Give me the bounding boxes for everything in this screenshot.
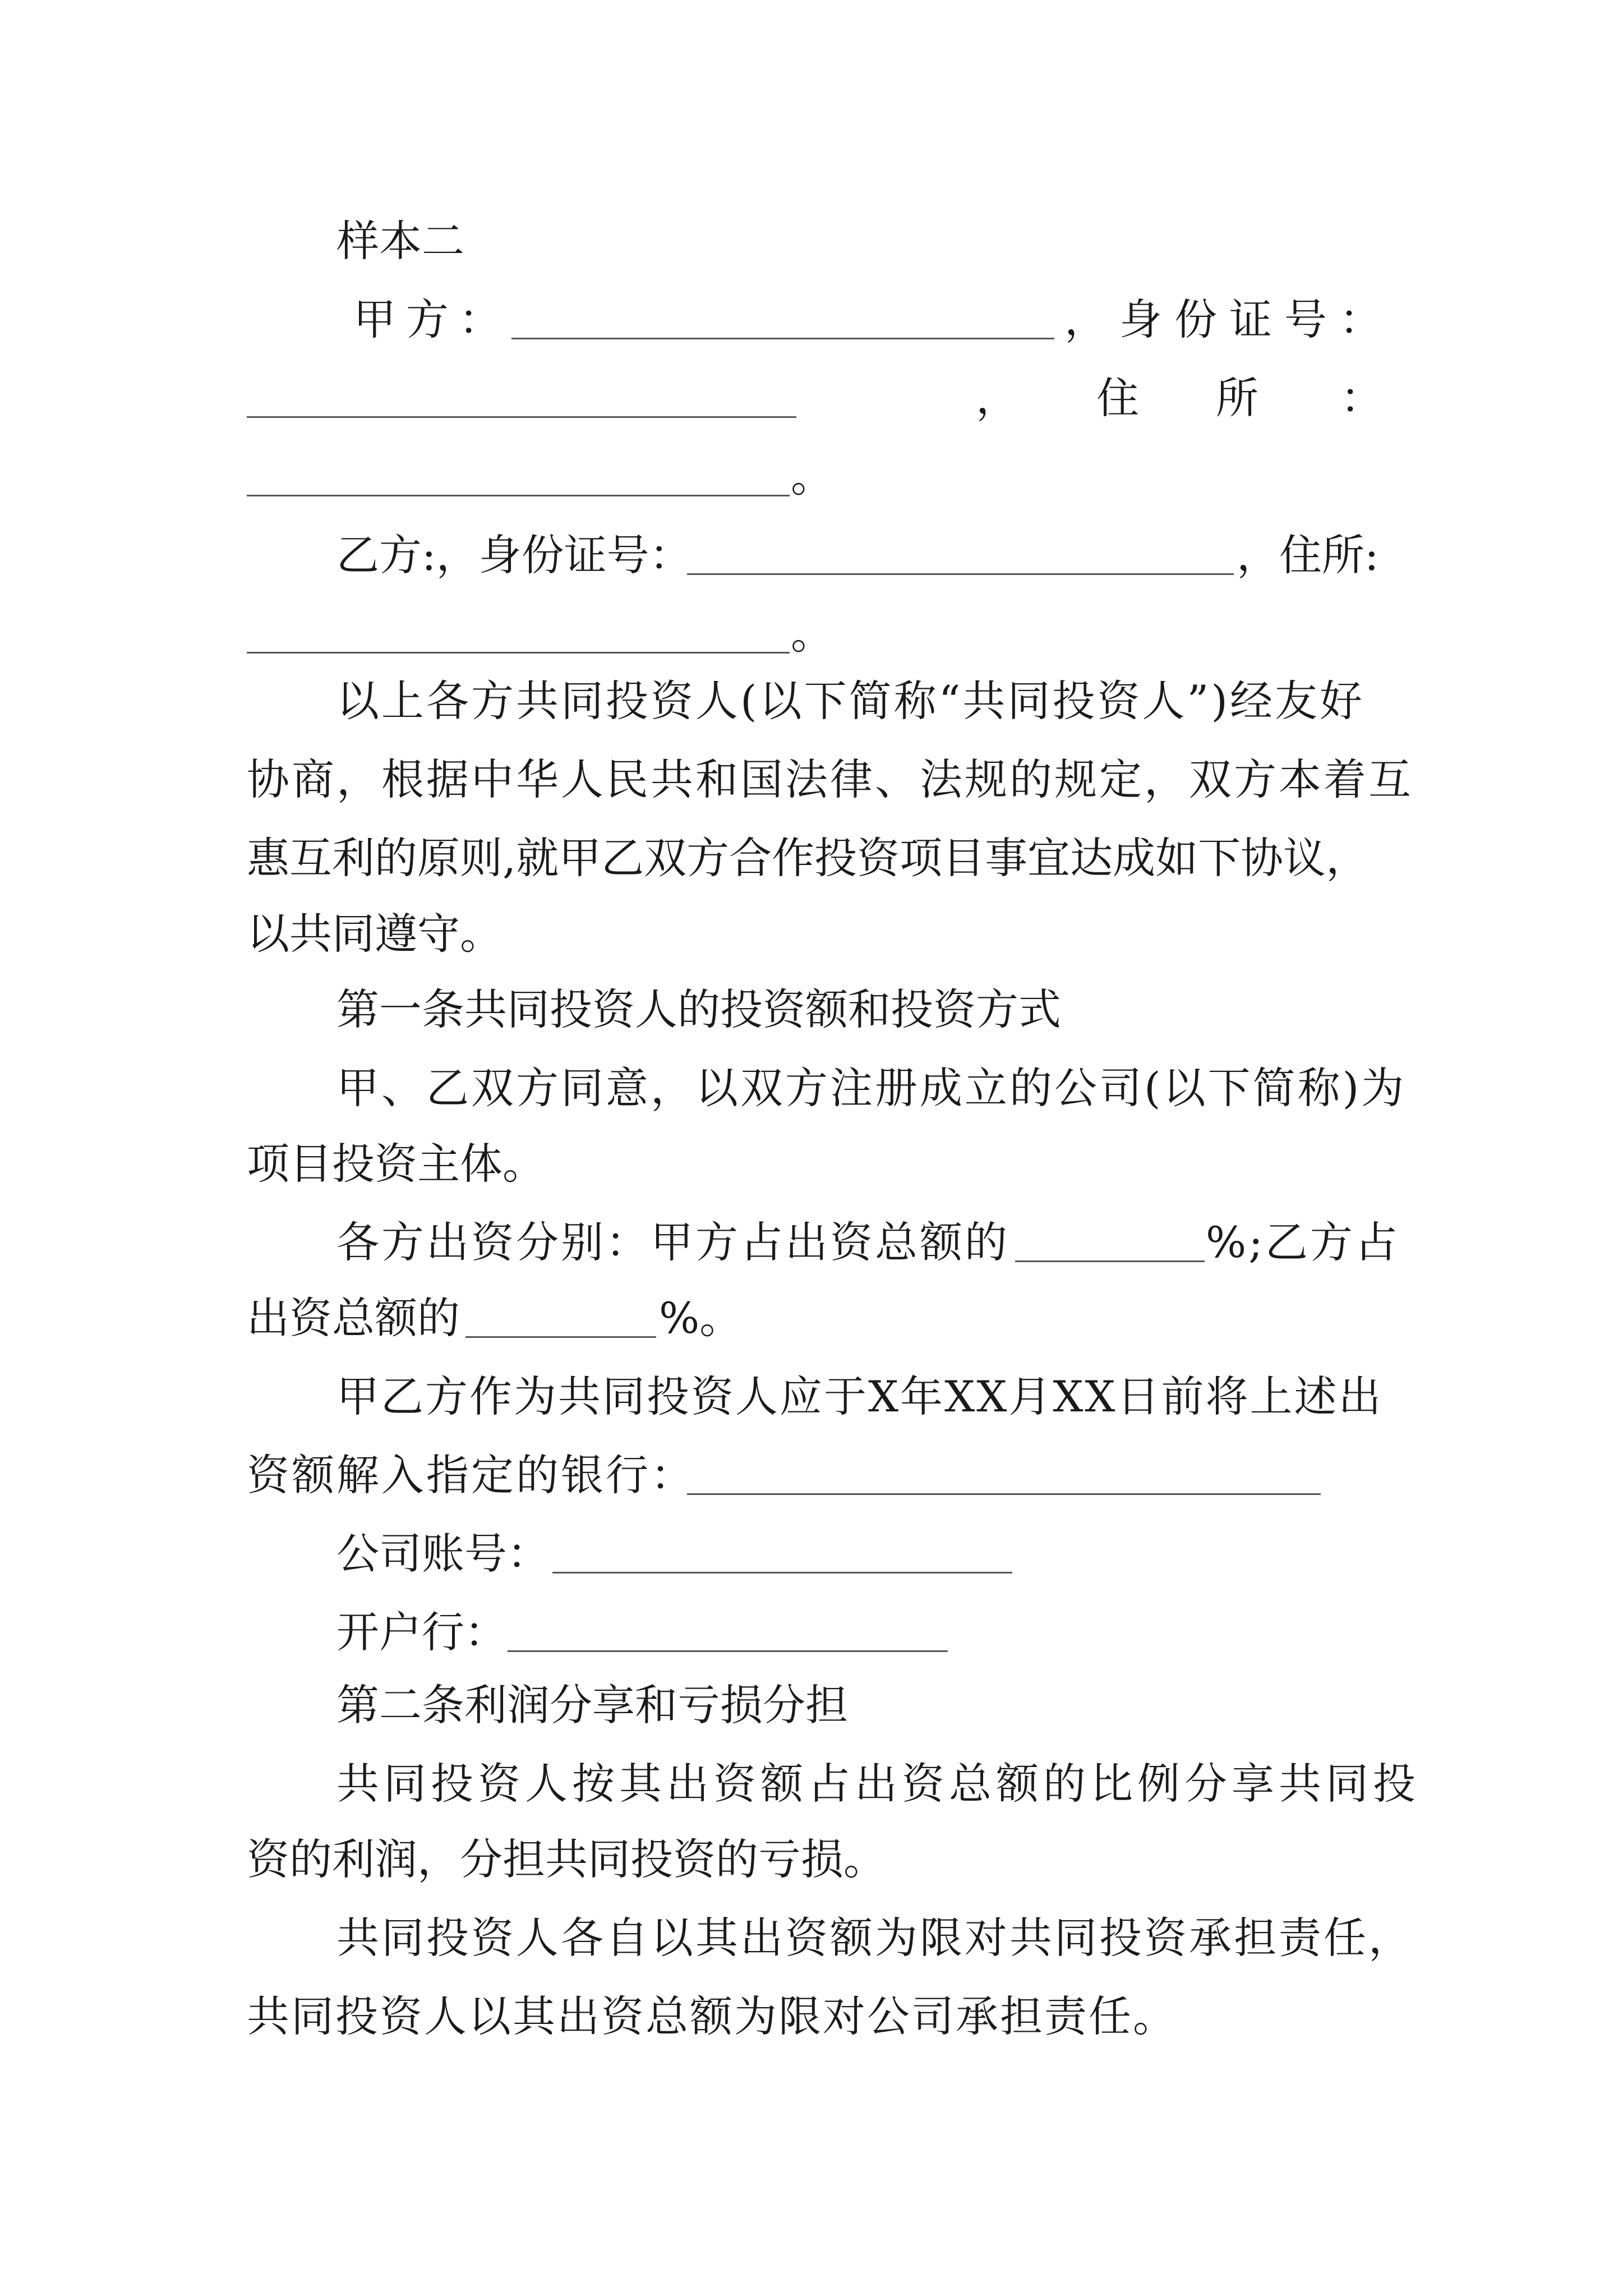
party-a-address-char-1: 住 — [1096, 373, 1139, 423]
article-2-p1-text-1: 共同投资人按其出资额占出资总额的比例分享共同投 — [336, 1759, 1420, 1809]
article-2-p2-text-2: 共同投资人以其出资总额为限对公司承担责任。 — [247, 1991, 1177, 2041]
article-2-p2-text-1: 共同投资人各自以其出资额为限对共同投资承担责任， — [336, 1913, 1413, 1963]
contribution-prefix: 各方出资分别：甲方占出资总额的 — [336, 1217, 1009, 1267]
party-b-address-label: ，住所: — [1237, 530, 1379, 580]
opening-bank-blank — [508, 1650, 948, 1652]
intro-text-2: 协商，根据中华人民共和国法律、法规的规定，双方本着互 — [247, 754, 1413, 804]
party-a-address-char-2: 所 — [1216, 373, 1258, 423]
bank-blank — [687, 1493, 1321, 1495]
party-a-address-blank — [247, 495, 790, 496]
contribution-end: %。 — [659, 1293, 743, 1343]
article-1-text-1: 甲、乙双方同意，以双方注册成立的公司(以下简称)为 — [336, 1063, 1407, 1113]
party-a-label: 甲方： — [353, 295, 511, 344]
contribution-line2-prefix: 出资总额的 — [247, 1293, 460, 1343]
intro-text-1: 以上各方共同投资人(以下简称“共同投资人”)经友好 — [336, 676, 1365, 726]
party-b-address-blank — [247, 652, 790, 654]
deposit-text-1: 甲乙方作为共同投资人应于X年XX月XX日前将上述出 — [336, 1372, 1383, 1421]
party-b-id-blank — [687, 573, 1234, 575]
account-blank — [552, 1572, 1012, 1573]
party-b-share-blank — [465, 1336, 656, 1338]
party-a-end: 。 — [791, 452, 833, 501]
party-a-id-blank — [247, 416, 796, 418]
party-b-end: 。 — [791, 609, 833, 659]
deposit-text-2: 资额解入指定的银行： — [247, 1450, 695, 1500]
party-a-share-blank — [1015, 1260, 1205, 1262]
party-a-id-label: ，身份证号： — [1064, 295, 1394, 344]
party-a-name-blank — [511, 338, 1054, 339]
contribution-mid: %;乙方占 — [1206, 1217, 1400, 1267]
party-a-address-char-3: ： — [1340, 373, 1383, 423]
account-label: 公司账号： — [336, 1529, 550, 1579]
bank-label: 开户行： — [336, 1607, 507, 1657]
article-2-p1-text-2: 资的利润，分担共同投资的亏损。 — [247, 1834, 886, 1884]
intro-text-4: 以共同遵守。 — [247, 909, 502, 959]
party-a-comma: ， — [976, 373, 1018, 423]
article-2-title: 第二条利润分享和亏损分担 — [336, 1680, 848, 1730]
party-b-label: 乙方:，身份证号： — [336, 530, 692, 580]
document-heading: 样本二 — [336, 216, 464, 266]
article-1-title: 第一条共同投资人的投资额和投资方式 — [336, 984, 1061, 1034]
article-1-text-2: 项目投资主体。 — [247, 1139, 545, 1189]
intro-text-3: 惠互利的原则,就甲乙双方合作投资项目事宜达成如下协议， — [247, 833, 1369, 883]
